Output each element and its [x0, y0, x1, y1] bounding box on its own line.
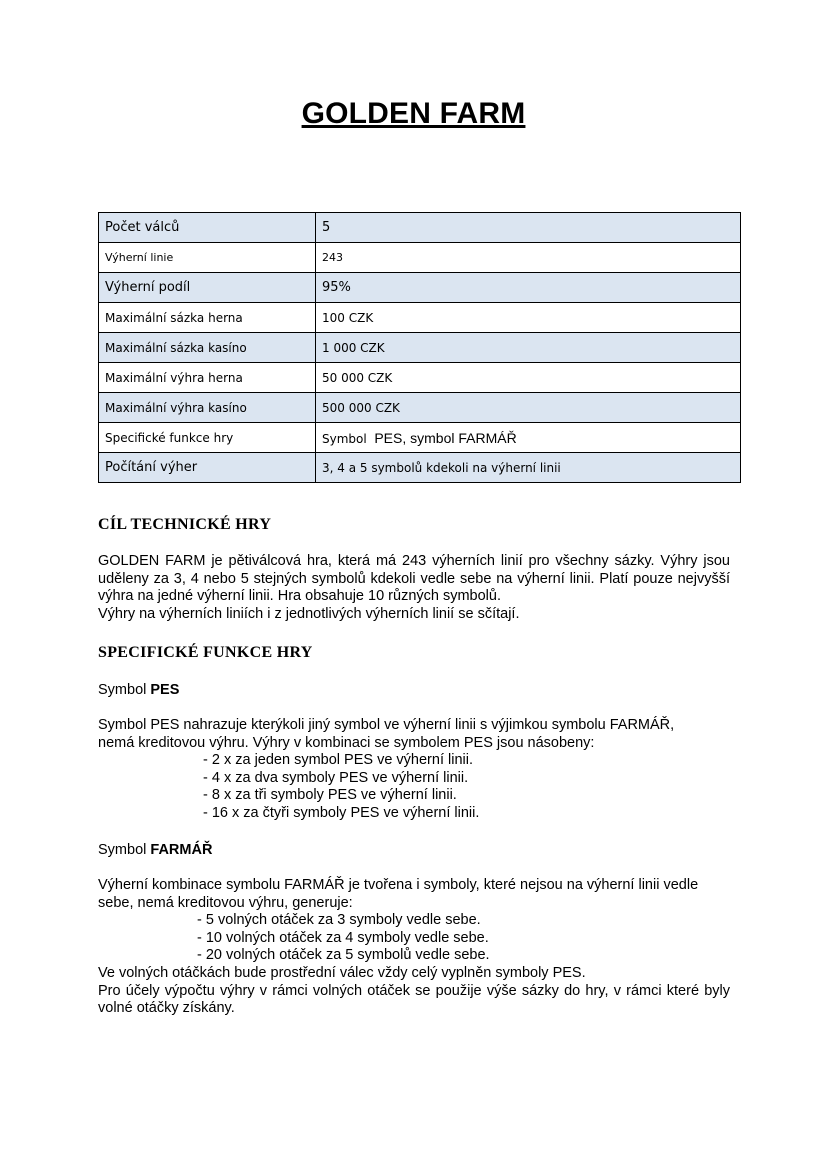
list-item: - 4 x za dva symboly PES ve výherní linii.: [203, 769, 469, 786]
list-item: - 8 x za tři symboly PES ve výherní linii.: [203, 787, 457, 803]
table-cell-label: Maximální sázka herna: [99, 303, 316, 333]
table-cell-value-rest: PES, symbol FARMÁŘ: [374, 429, 517, 446]
table-row: [99, 273, 741, 303]
symbol-pes-line-2: nemá kreditovou výhru. Výhry v kombinaci se symbolem PES jsou násobeny:: [98, 734, 595, 751]
goal-paragraph-text-2: Výhry na výherních liniích i z jednotlivých výherních linií se sčítají.: [98, 605, 520, 622]
symbol-farmar-line-2: sebe, nemá kreditovou výhru, generuje:: [98, 894, 353, 911]
page-title: GOLDEN FARM: [301, 97, 526, 130]
table-cell-value: 100 CZK: [316, 303, 741, 333]
list-item: - 20 volných otáček za 5 symbolů vedle sebe.: [197, 947, 490, 963]
table-row: [99, 213, 741, 243]
table-cell-value: 1 000 CZK: [316, 333, 741, 363]
table-row: [99, 333, 741, 363]
table-cell-value: 95%: [316, 273, 741, 303]
table-row: [99, 453, 741, 483]
table-row: [99, 423, 741, 453]
free-spins-list: [197, 912, 490, 965]
section-heading-goal: CÍL TECHNICKÉ HRY: [98, 516, 272, 533]
table-cell-label: Výherní linie: [99, 243, 316, 273]
symbol-pes-line-1: Symbol PES nahrazuje kterýkoli jiný symbol ve výherní linii s výjimkou symbolu FARMÁŘ,: [98, 717, 675, 733]
free-spins-notes: [98, 965, 730, 1018]
symbol-farmar-name: FARMÁŘ: [150, 842, 213, 858]
free-spins-note-2: Pro účely výpočtu výhry v rámci volných otáček se použije výše sázky do hry, v rámci které byly volné otáčky získány.: [98, 982, 730, 1016]
table-row: [99, 303, 741, 333]
symbol-pes-prefix: Symbol: [98, 682, 147, 698]
table-cell-value: 5: [316, 213, 741, 243]
pes-multiplier-list: [203, 752, 479, 822]
table-cell-label: Specifické funkce hry: [99, 423, 316, 453]
goal-paragraph: [98, 553, 730, 623]
list-item: - 16 x za čtyři symboly PES ve výherní linii.: [203, 804, 480, 821]
symbol-farmar-description: [98, 877, 730, 912]
table-cell-value: 500 000 CZK: [316, 393, 741, 423]
list-item: - 10 volných otáček za 4 symboly vedle sebe.: [197, 929, 489, 946]
table-cell-value: 50 000 CZK: [316, 363, 741, 393]
symbol-farmar-prefix: Symbol: [98, 842, 147, 858]
table-row: [99, 393, 741, 423]
section-heading-features: SPECIFICKÉ FUNKCE HRY: [98, 644, 313, 661]
free-spins-note-1: Ve volných otáčkách bude prostřední válec vždy celý vyplněn symboly PES.: [98, 965, 586, 981]
goal-paragraph-text: GOLDEN FARM je pětiválcová hra, která má 243 výherních linií pro všechny sázky. Výhry jsou uděleny za 3, 4 nebo 5 stejných symbolů kdekoli vedle sebe na výherní linii. Platí pouze nejvyšší výhra na jedné výherní linii. Hra obsahuje 10 různých symbolů.: [98, 553, 730, 604]
table-cell-value: [316, 423, 741, 453]
table-row: [99, 363, 741, 393]
symbol-pes-description: [98, 717, 730, 752]
table-cell-label: Počet válců: [99, 213, 316, 243]
table-cell-value-prefix: Symbol: [322, 431, 367, 446]
list-item: - 2 x za jeden symbol PES ve výherní linii.: [203, 752, 473, 768]
game-parameters-table: [98, 212, 741, 483]
symbol-farmar-label: [98, 842, 730, 860]
table-cell-label: Maximální výhra herna: [99, 363, 316, 393]
symbol-pes-name: PES: [150, 682, 180, 698]
table-cell-label: Počítání výher: [99, 453, 316, 483]
table-cell-value: 243: [316, 243, 741, 273]
symbol-pes-label: [98, 682, 730, 700]
table-cell-label: Maximální sázka kasíno: [99, 333, 316, 363]
table-cell-label: Maximální výhra kasíno: [99, 393, 316, 423]
symbol-farmar-line-1: Výherní kombinace symbolu FARMÁŘ je tvořena i symboly, které nejsou na výherní linii vedle: [98, 877, 699, 893]
table-cell-label: Výherní podíl: [99, 273, 316, 303]
table-row: [99, 243, 741, 273]
list-item: - 5 volných otáček za 3 symboly vedle sebe.: [197, 912, 481, 928]
table-cell-value: 3, 4 a 5 symbolů kdekoli na výherní linii: [316, 453, 741, 483]
